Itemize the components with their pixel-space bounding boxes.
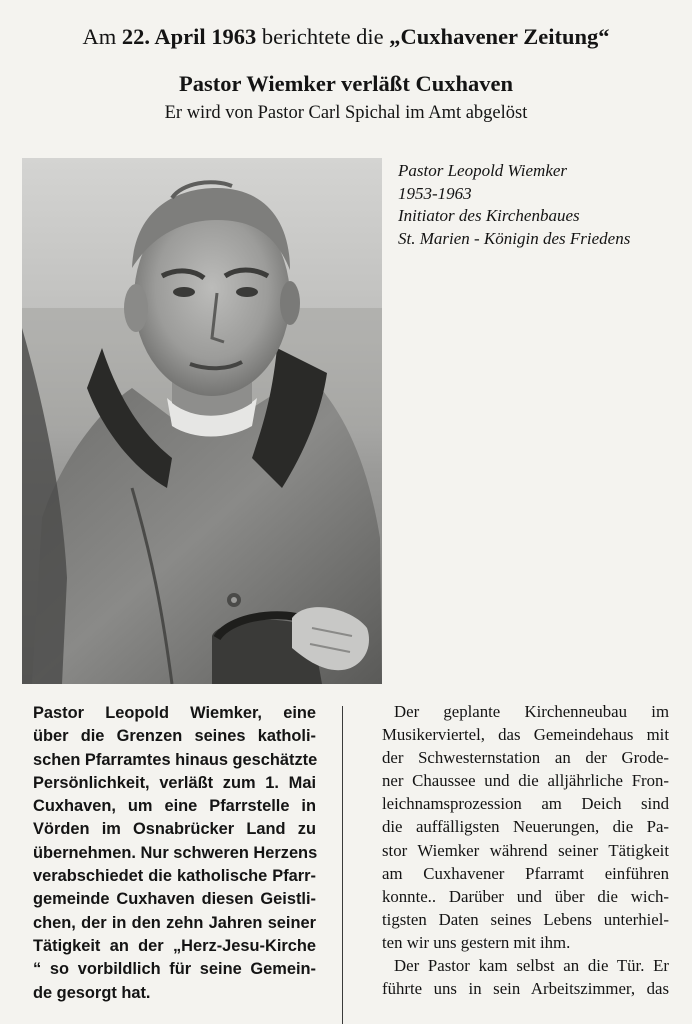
- body-line: am Cuxhavener Pfarramt einführen: [382, 863, 669, 883]
- body-line: Der geplante Kirchenneubau im: [394, 702, 669, 721]
- lead-line: über die Grenzen seines katholi-: [33, 727, 316, 746]
- article-subheadline: Er wird von Pastor Carl Spichal im Amt abgelöst: [164, 103, 528, 123]
- portrait-photo: [22, 158, 382, 684]
- lead-line: übernehmen. Nur schweren Herzens: [33, 843, 318, 862]
- caption-line: 1953-1963: [398, 183, 472, 203]
- portrait-photo-drawing: [22, 158, 382, 684]
- lead-paragraph: [33, 702, 316, 1005]
- body-line: leichnamsprozession am Deich sind: [382, 794, 669, 814]
- lead-line: de gesorgt hat.: [33, 983, 151, 1002]
- lead-line: “ so vorbildlich für seine Gemein-: [33, 960, 316, 979]
- lead-line: schen Pfarramtes hinaus geschätzte: [33, 750, 318, 769]
- lead-line: verabschiedet die katholische Pfarr-: [33, 867, 316, 886]
- lead-line: Tätigkeit an der „Herz-Jesu-Kirche: [33, 936, 316, 955]
- lead-line: Cuxhaven, um eine Pfarrstelle in: [33, 797, 316, 816]
- column-divider: [342, 706, 343, 1024]
- body-line: Der Pastor kam selbst an die Tür. Er: [394, 956, 669, 976]
- body-line: ner Chaussee und die alljährliche Fron-: [382, 771, 669, 791]
- article-intro-line: [0, 24, 692, 50]
- lead-line: Pastor Leopold Wiemker, eine: [33, 704, 316, 722]
- caption-line: Initiator des Kirchenbaues: [398, 206, 580, 225]
- intro-date: 22. April 1963: [121, 24, 257, 49]
- body-line: konnte.. Darüber und über die wich-: [382, 886, 669, 906]
- intro-middle: berichtete die: [256, 24, 390, 49]
- lead-line: chen, der in den zehn Jahren seiner: [33, 913, 316, 932]
- lead-line: gemeinde Cuxhaven diesen Geistli-: [33, 890, 316, 909]
- lead-line: Persönlichkeit, verläßt zum 1. Mai: [33, 773, 316, 792]
- lead-line: Vörden im Osnabrücker Land zu: [33, 820, 316, 839]
- caption-line: St. Marien - Königin des Friedens: [398, 228, 631, 248]
- bleed-through-texture: [400, 260, 692, 680]
- intro-newspaper: „Cuxhavener Zeitung“: [389, 24, 610, 49]
- body-line: die auffälligsten Neuerungen, die Pa-: [382, 817, 669, 837]
- intro-prefix: Am: [82, 24, 122, 49]
- photo-caption: [398, 160, 678, 250]
- article-headline: Pastor Wiemker verläßt Cuxhaven: [179, 71, 513, 96]
- body-line: führte uns in sein Arbeitszimmer, das: [382, 979, 669, 999]
- body-paragraphs: [382, 700, 669, 1000]
- caption-line: Pastor Leopold Wiemker: [398, 161, 568, 180]
- body-line: Musikerviertel, das Gemeindehaus mit: [382, 725, 669, 745]
- body-line: tigsten Daten seines Lebens unterhiel-: [382, 909, 669, 929]
- body-line: der Schwesternstation an der Grode-: [382, 748, 669, 768]
- body-line: stor Wiemker während seiner Tätigkeit: [382, 840, 669, 860]
- body-line: ten wir uns gestern mit ihm.: [382, 932, 571, 952]
